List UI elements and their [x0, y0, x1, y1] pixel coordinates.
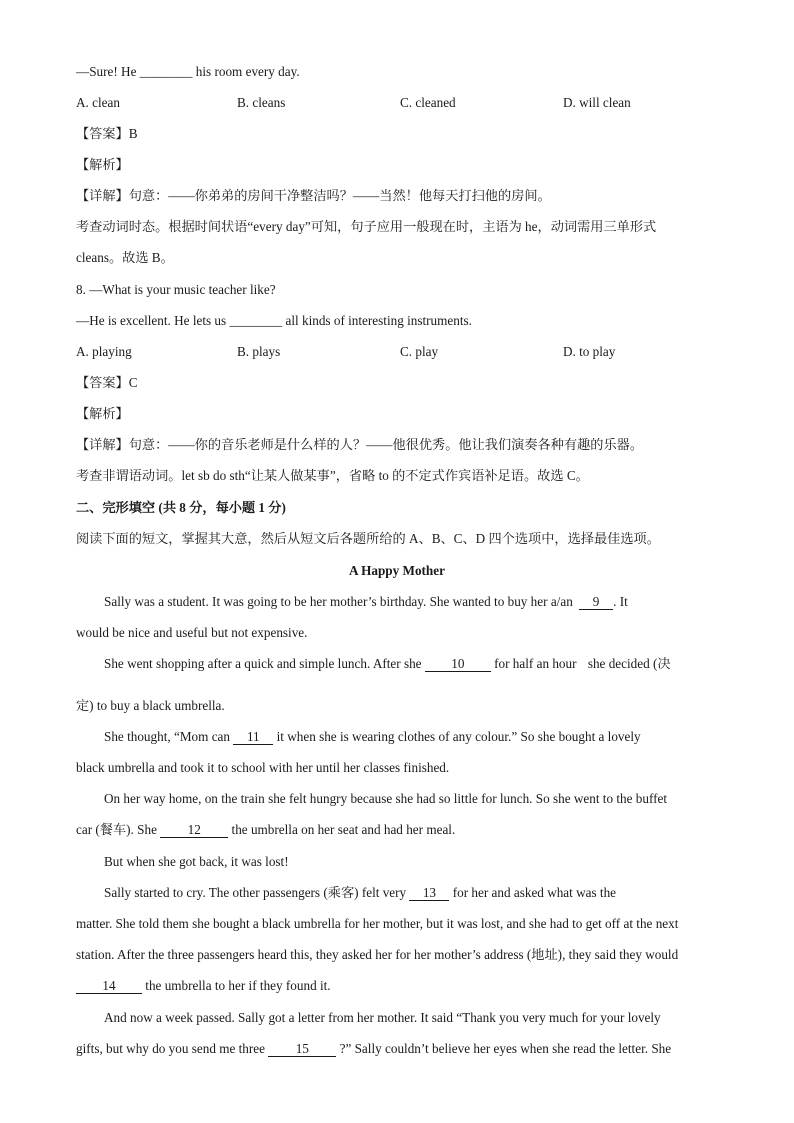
passage-p3-line2: black umbrella and took it to school with her until her classes finished.: [76, 760, 450, 775]
passage-p6-line4: [76, 977, 331, 995]
passage-title: A Happy Mother: [349, 563, 445, 578]
q7-option-d: D. will clean: [563, 95, 631, 110]
passage-p5: But when she got back, it was lost!: [104, 854, 289, 869]
blank-14[interactable]: 14: [76, 979, 142, 994]
blank-15[interactable]: 15: [268, 1042, 336, 1057]
p2-text-b: for half an hour: [494, 656, 577, 671]
p6-text-b: for her and asked what was the: [452, 885, 617, 900]
q7-detail: 【详解】句意：——你弟弟的房间干净整洁吗？——当然！他每天打扫他的房间。: [76, 188, 551, 203]
q7-option-c: C. cleaned: [400, 95, 456, 110]
q8-question: 8. —What is your music teacher like?: [76, 282, 276, 297]
passage-p1-line2: would be nice and useful but not expensive.: [76, 625, 308, 640]
q8-option-b: B. plays: [237, 344, 281, 359]
blank-12[interactable]: 12: [160, 823, 228, 838]
blank-13[interactable]: 13: [409, 886, 449, 901]
p2-text-a: She went shopping after a quick and simple lunch. After she: [104, 656, 422, 671]
q8-answer: 【答案】C: [76, 375, 138, 390]
p1-text-a: Sally was a student. It was going to be her mother’s birthday. She wanted to buy her a/an: [104, 594, 573, 609]
q8-detail: 【详解】句意：——你的音乐老师是什么样的人？——他很优秀。他让我们演奏各种有趣的乐器。: [76, 437, 644, 452]
passage-p7-line2: [76, 1040, 671, 1058]
p7-text-b: gifts, but why do you send me three: [76, 1041, 265, 1056]
passage-p4-line2: [76, 821, 455, 839]
q8-option-d: D. to play: [563, 344, 616, 359]
p6-text-e: the umbrella to her if they found it.: [145, 978, 331, 993]
p1-text-b: . It: [613, 594, 628, 609]
p2-text-c: she decided (决: [587, 656, 671, 671]
q7-analysis-label: 【解析】: [76, 157, 129, 172]
blank-9[interactable]: 9: [579, 595, 613, 610]
q7-answer-line: —Sure! He ________ his room every day.: [76, 64, 300, 79]
p4-text-c: the umbrella on her seat and had her meal.: [231, 822, 456, 837]
q7-option-b: B. cleans: [237, 95, 286, 110]
q8-answer-line: —He is excellent. He lets us ________ all kinds of interesting instruments.: [76, 313, 472, 328]
passage-p2-line2: 定) to buy a black umbrella.: [76, 698, 225, 713]
blank-10[interactable]: 10: [425, 657, 491, 672]
p6-text-a: Sally started to cry. The other passengers (乘客) felt very: [104, 885, 407, 900]
passage-p6-line2: matter. She told them she bought a black umbrella for her mother, but it was lost, and she had to get off at the next: [76, 916, 679, 931]
q7-explanation-line1: 考查动词时态。根据时间状语“every day”可知，句子应用一般现在时，主语为 he，动词需用三单形式: [76, 219, 657, 234]
q7-option-a: A. clean: [76, 95, 120, 110]
p3-text-a: She thought, “Mom can: [104, 729, 230, 744]
passage-p7-line1: And now a week passed. Sally got a letter from her mother. It said “Thank you very much for your lovely: [104, 1010, 661, 1025]
passage-p2-line1: [104, 655, 671, 673]
passage-p3-line1: [104, 728, 641, 746]
q8-analysis-label: 【解析】: [76, 406, 129, 421]
passage-p4-line1: On her way home, on the train she felt hungry because she had so little for lunch. So she went to the buffet: [104, 791, 668, 806]
p4-text-b: car (餐车). She: [76, 822, 157, 837]
passage-p6-line1: [104, 884, 616, 902]
q8-option-c: C. play: [400, 344, 439, 359]
section-heading: 二、完形填空 (共 8 分，每小题 1 分): [76, 500, 286, 515]
passage-p6-line3: station. After the three passengers heard this, they asked her for her mother’s address (地址), they said they would: [76, 947, 679, 962]
q7-answer: 【答案】B: [76, 126, 138, 141]
q8-option-a: A. playing: [76, 344, 132, 359]
blank-11[interactable]: 11: [233, 730, 273, 745]
q7-explanation-line2: cleans。故选 B。: [76, 250, 174, 265]
section-instruction: 阅读下面的短文，掌握其大意，然后从短文后各题所给的 A、B、C、D 四个选项中，选择最佳选项。: [76, 531, 660, 546]
p7-text-c: ?” Sally couldn’t believe her eyes when she read the letter. She: [339, 1041, 672, 1056]
p3-text-b: it when she is wearing clothes of any colour.” So she bought a lovely: [276, 729, 641, 744]
passage-p1-line1: [104, 593, 628, 611]
q8-explanation: 考查非谓语动词。let sb do sth“让某人做某事”，省略 to 的不定式作宾语补足语。故选 C。: [76, 468, 589, 483]
